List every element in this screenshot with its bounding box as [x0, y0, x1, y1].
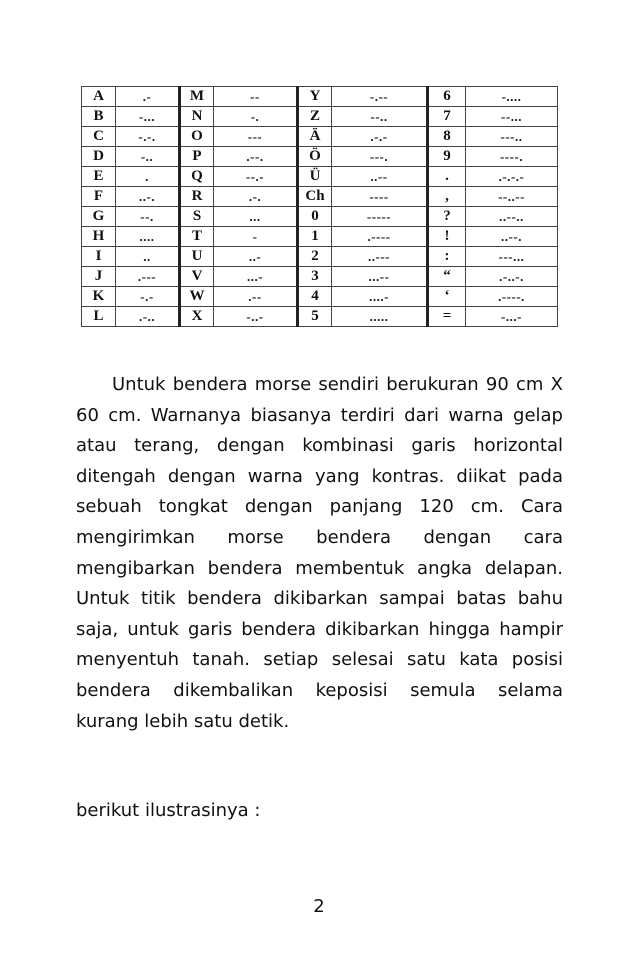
table-row: [82, 227, 558, 247]
table-character: E: [82, 167, 116, 187]
table-row: [82, 267, 558, 287]
table-morse-code: -..-: [214, 307, 298, 327]
table-morse-code: --.-: [214, 167, 298, 187]
table-morse-code: -.-: [116, 287, 180, 307]
table-character: ,: [428, 187, 466, 207]
table-morse-code: .: [116, 167, 180, 187]
table-character: 1: [298, 227, 332, 247]
table-morse-code: ---: [214, 127, 298, 147]
table-morse-code: -.: [214, 107, 298, 127]
table-character: Ö: [298, 147, 332, 167]
table-character: R: [180, 187, 214, 207]
table-morse-code: .-: [116, 87, 180, 107]
table-morse-code: ..: [116, 247, 180, 267]
table-morse-code: ..--.: [466, 227, 558, 247]
table-morse-code: ---...: [466, 247, 558, 267]
table-morse-code: ---..: [466, 127, 558, 147]
table-row: [82, 287, 558, 307]
table-character: K: [82, 287, 116, 307]
table-morse-code: .-.: [214, 187, 298, 207]
table-row: [82, 187, 558, 207]
table-character: Ü: [298, 167, 332, 187]
table-morse-code: -.-.: [116, 127, 180, 147]
table-morse-code: ...-: [214, 267, 298, 287]
table-character: Q: [180, 167, 214, 187]
table-morse-code: ..--: [332, 167, 428, 187]
table-morse-code: -: [214, 227, 298, 247]
table-character: P: [180, 147, 214, 167]
table-morse-code: ..-.: [116, 187, 180, 207]
table-character: C: [82, 127, 116, 147]
table-morse-code: -.--: [332, 87, 428, 107]
table-character: O: [180, 127, 214, 147]
table-row: [82, 147, 558, 167]
body-text: [76, 370, 563, 737]
table-character: H: [82, 227, 116, 247]
table-character: 6: [428, 87, 466, 107]
table-character: B: [82, 107, 116, 127]
table-character: Ä: [298, 127, 332, 147]
table-character: ‘: [428, 287, 466, 307]
table-morse-code: ---.: [332, 147, 428, 167]
table-morse-code: --: [214, 87, 298, 107]
table-character: S: [180, 207, 214, 227]
table-character: I: [82, 247, 116, 267]
table-morse-code: ..-: [214, 247, 298, 267]
paragraph: Untuk bendera morse sendiri berukuran 90 cm X 60 cm. Warnanya biasanya terdiri dari warna gelap atau terang, dengan kombinasi garis horizontal ditengah dengan warna yang kontras. diikat pada sebuah tongkat dengan panjang 120 cm. Cara mengirimkan morse bendera dengan cara mengibarkan bendera membentuk angka delapan. Untuk titik bendera dikibarkan sampai batas bahu saja, untuk garis bendera dikibarkan hingga hampir menyentuh tanah. setiap selesai satu kata posisi bendera dikembalikan keposisi semula selama kurang lebih satu detik.: [76, 374, 563, 732]
table-morse-code: .----.: [466, 287, 558, 307]
table-morse-code: -..: [116, 147, 180, 167]
page-number: 2: [313, 896, 325, 917]
table-morse-code: .--.: [214, 147, 298, 167]
table-character: U: [180, 247, 214, 267]
table-morse-code: ...--: [332, 267, 428, 287]
table-morse-code: --.: [116, 207, 180, 227]
table-character: A: [82, 87, 116, 107]
table-character: !: [428, 227, 466, 247]
table-morse-code: --..--: [466, 187, 558, 207]
table-character: :: [428, 247, 466, 267]
table-character: Y: [298, 87, 332, 107]
table-character: W: [180, 287, 214, 307]
table-morse-code: .....: [332, 307, 428, 327]
table-character: X: [180, 307, 214, 327]
table-character: F: [82, 187, 116, 207]
table-morse-code: --...: [466, 107, 558, 127]
table-character: D: [82, 147, 116, 167]
table-row: [82, 127, 558, 147]
table-character: Z: [298, 107, 332, 127]
table-character: 9: [428, 147, 466, 167]
table-morse-code: .-..: [116, 307, 180, 327]
table-character: .: [428, 167, 466, 187]
table-morse-code: ..--..: [466, 207, 558, 227]
table-morse-code: -...-: [466, 307, 558, 327]
table-character: M: [180, 87, 214, 107]
table-morse-code: ....-: [332, 287, 428, 307]
table-character: T: [180, 227, 214, 247]
table-character: “: [428, 267, 466, 287]
table-morse-code: --..: [332, 107, 428, 127]
table-character: Ch: [298, 187, 332, 207]
table-morse-code: ----: [332, 187, 428, 207]
table-character: 3: [298, 267, 332, 287]
table-character: L: [82, 307, 116, 327]
table-morse-code: .-..-.: [466, 267, 558, 287]
table-character: V: [180, 267, 214, 287]
table-character: ?: [428, 207, 466, 227]
table-morse-code: .----: [332, 227, 428, 247]
table-morse-code: -----: [332, 207, 428, 227]
caption: berikut ilustrasinya :: [76, 800, 261, 821]
table-row: [82, 307, 558, 327]
table-character: =: [428, 307, 466, 327]
table-row: [82, 87, 558, 107]
table-row: [82, 207, 558, 227]
table-morse-code: .---: [116, 267, 180, 287]
table-morse-code: .-.-.-: [466, 167, 558, 187]
table-morse-code: -....: [466, 87, 558, 107]
table-character: G: [82, 207, 116, 227]
table-character: J: [82, 267, 116, 287]
table-character: 5: [298, 307, 332, 327]
table-morse-code: ----.: [466, 147, 558, 167]
table-morse-code: ...: [214, 207, 298, 227]
table-character: 8: [428, 127, 466, 147]
table-row: [82, 107, 558, 127]
table-morse-code: .-.-: [332, 127, 428, 147]
table-character: 7: [428, 107, 466, 127]
table-character: 2: [298, 247, 332, 267]
table-morse-code: ..---: [332, 247, 428, 267]
table-morse-code: -...: [116, 107, 180, 127]
table-character: 4: [298, 287, 332, 307]
morse-code-table: [81, 86, 558, 327]
table-character: 0: [298, 207, 332, 227]
table-morse-code: .--: [214, 287, 298, 307]
table-row: [82, 247, 558, 267]
table-row: [82, 167, 558, 187]
table-morse-code: ....: [116, 227, 180, 247]
table-character: N: [180, 107, 214, 127]
